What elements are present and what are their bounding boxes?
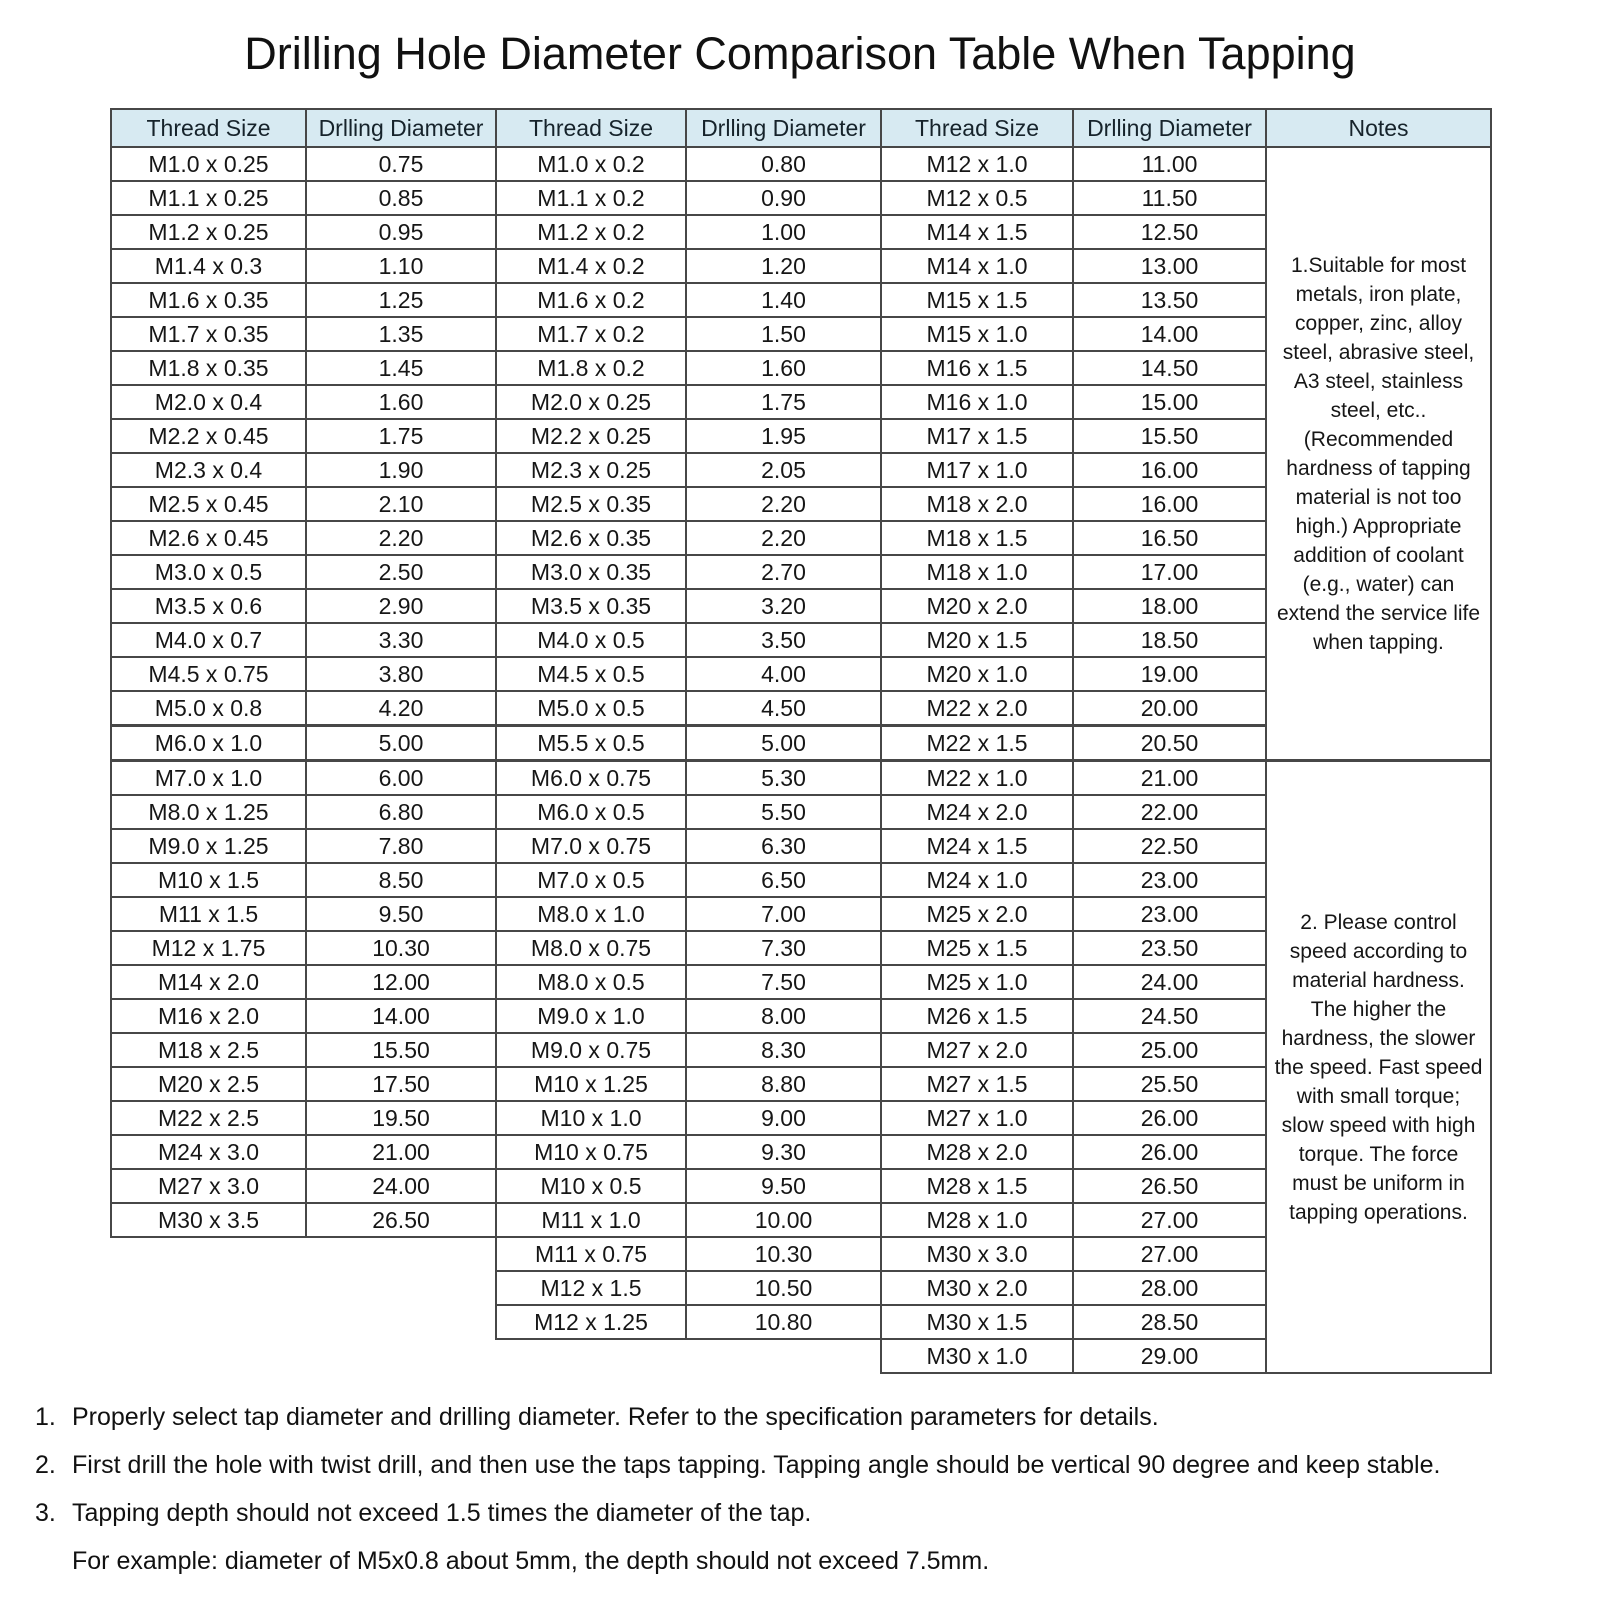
thread-size-cell: M12 x 0.5 (881, 181, 1073, 215)
thread-size-cell: M25 x 1.0 (881, 965, 1073, 999)
drill-diameter-cell: 0.95 (306, 215, 496, 249)
thread-size-cell: M1.1 x 0.2 (496, 181, 686, 215)
footnote-line (35, 1498, 1600, 1528)
drill-diameter-cell: 15.50 (1073, 419, 1266, 453)
thread-size-cell: M1.7 x 0.2 (496, 317, 686, 351)
thread-size-cell: M16 x 1.5 (881, 351, 1073, 385)
table-row (111, 761, 1491, 796)
drill-diameter-cell: 27.00 (1073, 1203, 1266, 1237)
void-cell (111, 1339, 306, 1373)
thread-size-cell: M16 x 2.0 (111, 999, 306, 1033)
thread-size-cell: M7.0 x 1.0 (111, 761, 306, 796)
footnote-line (35, 1402, 1600, 1432)
footnote-text: Tapping depth should not exceed 1.5 times the diameter of the tap. (72, 1499, 812, 1527)
thread-size-cell: M8.0 x 1.25 (111, 795, 306, 829)
column-header: Notes (1266, 109, 1491, 147)
drill-diameter-cell: 1.75 (306, 419, 496, 453)
drill-diameter-cell: 2.90 (306, 589, 496, 623)
thread-size-cell: M14 x 1.0 (881, 249, 1073, 283)
drill-diameter-cell: 7.00 (686, 897, 881, 931)
footnotes (35, 1402, 1600, 1576)
drill-diameter-cell: 15.50 (306, 1033, 496, 1067)
drill-diameter-cell: 12.00 (306, 965, 496, 999)
thread-size-cell: M3.5 x 0.6 (111, 589, 306, 623)
drill-diameter-cell: 6.30 (686, 829, 881, 863)
thread-size-cell: M17 x 1.0 (881, 453, 1073, 487)
drill-diameter-cell: 17.00 (1073, 555, 1266, 589)
column-header: Thread Size (496, 109, 686, 147)
drill-diameter-cell: 5.00 (686, 726, 881, 761)
thread-size-cell: M17 x 1.5 (881, 419, 1073, 453)
drill-diameter-cell: 14.00 (1073, 317, 1266, 351)
thread-size-cell: M1.6 x 0.2 (496, 283, 686, 317)
drill-diameter-cell: 1.95 (686, 419, 881, 453)
thread-size-cell: M2.3 x 0.4 (111, 453, 306, 487)
void-cell (111, 1237, 306, 1271)
drill-diameter-cell: 0.85 (306, 181, 496, 215)
thread-size-cell: M1.1 x 0.25 (111, 181, 306, 215)
drill-diameter-cell: 25.50 (1073, 1067, 1266, 1101)
thread-size-cell: M22 x 2.5 (111, 1101, 306, 1135)
thread-size-cell: M5.0 x 0.8 (111, 691, 306, 726)
column-header: Thread Size (111, 109, 306, 147)
drill-diameter-cell: 10.30 (686, 1237, 881, 1271)
drill-diameter-cell: 1.35 (306, 317, 496, 351)
footnote-line (35, 1546, 1600, 1576)
thread-size-cell: M9.0 x 0.75 (496, 1033, 686, 1067)
thread-size-cell: M11 x 1.0 (496, 1203, 686, 1237)
column-header: Drlling Diameter (1073, 109, 1266, 147)
thread-size-cell: M28 x 1.0 (881, 1203, 1073, 1237)
drill-diameter-cell: 26.50 (1073, 1169, 1266, 1203)
void-cell (306, 1271, 496, 1305)
thread-size-cell: M2.3 x 0.25 (496, 453, 686, 487)
thread-size-cell: M11 x 1.5 (111, 897, 306, 931)
thread-size-cell: M5.0 x 0.5 (496, 691, 686, 726)
column-header: Drlling Diameter (686, 109, 881, 147)
drill-diameter-cell: 20.50 (1073, 726, 1266, 761)
thread-size-cell: M12 x 1.0 (881, 147, 1073, 181)
drill-diameter-cell: 7.50 (686, 965, 881, 999)
void-cell (306, 1237, 496, 1271)
thread-size-cell: M6.0 x 1.0 (111, 726, 306, 761)
void-cell (306, 1339, 496, 1373)
drill-diameter-cell: 23.00 (1073, 863, 1266, 897)
drill-diameter-cell: 19.50 (306, 1101, 496, 1135)
void-cell (496, 1339, 686, 1373)
void-cell (111, 1305, 306, 1339)
drill-diameter-cell: 1.90 (306, 453, 496, 487)
thread-size-cell: M10 x 1.25 (496, 1067, 686, 1101)
drill-diameter-cell: 0.75 (306, 147, 496, 181)
drill-diameter-cell: 8.30 (686, 1033, 881, 1067)
drill-diameter-cell: 10.50 (686, 1271, 881, 1305)
thread-size-cell: M7.0 x 0.5 (496, 863, 686, 897)
drill-diameter-cell: 9.00 (686, 1101, 881, 1135)
thread-size-cell: M18 x 1.0 (881, 555, 1073, 589)
thread-size-cell: M20 x 1.0 (881, 657, 1073, 691)
void-cell (686, 1339, 881, 1373)
drill-diameter-cell: 10.00 (686, 1203, 881, 1237)
footnote-number: 1. (35, 1403, 56, 1431)
column-header: Thread Size (881, 109, 1073, 147)
footnote-text: Properly select tap diameter and drilling diameter. Refer to the specification parameters for details. (72, 1403, 1159, 1431)
thread-size-cell: M12 x 1.75 (111, 931, 306, 965)
thread-size-cell: M1.2 x 0.2 (496, 215, 686, 249)
drill-diameter-cell: 1.50 (686, 317, 881, 351)
thread-size-cell: M2.5 x 0.45 (111, 487, 306, 521)
drill-diameter-cell: 28.50 (1073, 1305, 1266, 1339)
drill-diameter-cell: 19.00 (1073, 657, 1266, 691)
drill-diameter-cell: 23.00 (1073, 897, 1266, 931)
drill-diameter-cell: 23.50 (1073, 931, 1266, 965)
thread-size-cell: M18 x 2.5 (111, 1033, 306, 1067)
footnote-number: 2. (35, 1451, 56, 1479)
thread-size-cell: M10 x 1.0 (496, 1101, 686, 1135)
thread-size-cell: M22 x 1.5 (881, 726, 1073, 761)
thread-size-cell: M8.0 x 0.5 (496, 965, 686, 999)
drill-diameter-cell: 7.30 (686, 931, 881, 965)
drill-diameter-cell: 6.00 (306, 761, 496, 796)
drill-diameter-cell: 5.50 (686, 795, 881, 829)
footnote-number (35, 1546, 72, 1576)
drill-diameter-cell: 2.20 (306, 521, 496, 555)
thread-size-cell: M24 x 1.5 (881, 829, 1073, 863)
thread-size-cell: M3.5 x 0.35 (496, 589, 686, 623)
drill-diameter-cell: 4.20 (306, 691, 496, 726)
thread-size-cell: M1.0 x 0.25 (111, 147, 306, 181)
thread-size-cell: M11 x 0.75 (496, 1237, 686, 1271)
drill-diameter-cell: 9.50 (306, 897, 496, 931)
thread-size-cell: M3.0 x 0.5 (111, 555, 306, 589)
drill-diameter-cell: 28.00 (1073, 1271, 1266, 1305)
thread-size-cell: M25 x 2.0 (881, 897, 1073, 931)
footnote-text: For example: diameter of M5x0.8 about 5mm, the depth should not exceed 7.5mm. (72, 1547, 990, 1575)
thread-size-cell: M15 x 1.5 (881, 283, 1073, 317)
page-title: Drilling Hole Diameter Comparison Table When Tapping (244, 28, 1356, 79)
footnote-line (35, 1450, 1600, 1480)
thread-size-cell: M28 x 2.0 (881, 1135, 1073, 1169)
thread-size-cell: M24 x 2.0 (881, 795, 1073, 829)
thread-size-cell: M4.0 x 0.7 (111, 623, 306, 657)
thread-size-cell: M4.5 x 0.5 (496, 657, 686, 691)
thread-size-cell: M27 x 2.0 (881, 1033, 1073, 1067)
drill-diameter-cell: 24.00 (306, 1169, 496, 1203)
drill-diameter-cell: 3.50 (686, 623, 881, 657)
thread-size-cell: M26 x 1.5 (881, 999, 1073, 1033)
drill-diameter-cell: 1.45 (306, 351, 496, 385)
thread-size-cell: M10 x 0.75 (496, 1135, 686, 1169)
drill-diameter-cell: 29.00 (1073, 1339, 1266, 1373)
thread-size-cell: M7.0 x 0.75 (496, 829, 686, 863)
drill-diameter-cell: 16.50 (1073, 521, 1266, 555)
thread-size-cell: M1.8 x 0.2 (496, 351, 686, 385)
drill-diameter-cell: 0.90 (686, 181, 881, 215)
thread-size-cell: M15 x 1.0 (881, 317, 1073, 351)
thread-size-cell: M2.0 x 0.4 (111, 385, 306, 419)
drill-diameter-cell: 2.20 (686, 521, 881, 555)
drill-diameter-cell: 7.80 (306, 829, 496, 863)
drill-diameter-cell: 14.00 (306, 999, 496, 1033)
thread-size-cell: M2.6 x 0.45 (111, 521, 306, 555)
thread-size-cell: M14 x 2.0 (111, 965, 306, 999)
drill-diameter-cell: 8.50 (306, 863, 496, 897)
drill-diameter-cell: 17.50 (306, 1067, 496, 1101)
drill-diameter-cell: 2.20 (686, 487, 881, 521)
thread-size-cell: M1.6 x 0.35 (111, 283, 306, 317)
footnote-number: 3. (35, 1499, 56, 1527)
thread-size-cell: M27 x 1.5 (881, 1067, 1073, 1101)
thread-size-cell: M25 x 1.5 (881, 931, 1073, 965)
drill-diameter-cell: 1.20 (686, 249, 881, 283)
drill-diameter-cell: 5.00 (306, 726, 496, 761)
thread-size-cell: M20 x 2.5 (111, 1067, 306, 1101)
drill-diameter-cell: 13.50 (1073, 283, 1266, 317)
drill-diameter-cell: 24.00 (1073, 965, 1266, 999)
drill-diameter-cell: 5.30 (686, 761, 881, 796)
drill-diameter-cell: 1.60 (306, 385, 496, 419)
thread-size-cell: M30 x 1.5 (881, 1305, 1073, 1339)
thread-size-cell: M4.0 x 0.5 (496, 623, 686, 657)
thread-size-cell: M1.4 x 0.2 (496, 249, 686, 283)
column-header: Drlling Diameter (306, 109, 496, 147)
drill-diameter-cell: 10.80 (686, 1305, 881, 1339)
thread-size-cell: M1.4 x 0.3 (111, 249, 306, 283)
drill-diameter-cell: 3.30 (306, 623, 496, 657)
drill-diameter-cell: 1.10 (306, 249, 496, 283)
thread-size-cell: M6.0 x 0.5 (496, 795, 686, 829)
notes-cell: 1.Suitable for most metals, iron plate, copper, zinc, alloy steel, abrasive steel, A3 steel, stainless steel, etc..(Recommended hardness of tapping material is not too high.) Appropriate addition of coolant (e.g., water) can extend the service life when tapping. (1266, 147, 1491, 761)
thread-size-cell: M22 x 1.0 (881, 761, 1073, 796)
drill-diameter-cell: 21.00 (1073, 761, 1266, 796)
drill-diameter-cell: 20.00 (1073, 691, 1266, 726)
drill-diameter-cell: 2.10 (306, 487, 496, 521)
thread-size-cell: M24 x 1.0 (881, 863, 1073, 897)
thread-size-cell: M16 x 1.0 (881, 385, 1073, 419)
thread-size-cell: M10 x 1.5 (111, 863, 306, 897)
thread-size-cell: M2.0 x 0.25 (496, 385, 686, 419)
thread-size-cell: M3.0 x 0.35 (496, 555, 686, 589)
drill-diameter-cell: 14.50 (1073, 351, 1266, 385)
drill-diameter-cell: 4.50 (686, 691, 881, 726)
void-cell (111, 1271, 306, 1305)
thread-size-cell: M27 x 1.0 (881, 1101, 1073, 1135)
thread-size-cell: M5.5 x 0.5 (496, 726, 686, 761)
thread-size-cell: M14 x 1.5 (881, 215, 1073, 249)
drill-diameter-cell: 22.50 (1073, 829, 1266, 863)
drill-diameter-cell: 11.50 (1073, 181, 1266, 215)
drill-diameter-cell: 25.00 (1073, 1033, 1266, 1067)
drill-diameter-cell: 26.50 (306, 1203, 496, 1237)
drill-diameter-cell: 26.00 (1073, 1101, 1266, 1135)
drill-diameter-cell: 27.00 (1073, 1237, 1266, 1271)
thread-size-cell: M9.0 x 1.25 (111, 829, 306, 863)
drill-diameter-cell: 3.80 (306, 657, 496, 691)
drill-diameter-cell: 10.30 (306, 931, 496, 965)
drill-diameter-cell: 3.20 (686, 589, 881, 623)
drill-diameter-cell: 1.75 (686, 385, 881, 419)
drill-diameter-cell: 16.00 (1073, 487, 1266, 521)
thread-size-cell: M8.0 x 0.75 (496, 931, 686, 965)
drill-diameter-cell: 9.50 (686, 1169, 881, 1203)
drill-diameter-cell: 8.00 (686, 999, 881, 1033)
drill-diameter-cell: 1.60 (686, 351, 881, 385)
drill-diameter-cell: 2.70 (686, 555, 881, 589)
thread-size-cell: M2.2 x 0.25 (496, 419, 686, 453)
drill-diameter-cell: 11.00 (1073, 147, 1266, 181)
thread-size-cell: M1.8 x 0.35 (111, 351, 306, 385)
drill-diameter-cell: 6.50 (686, 863, 881, 897)
header-row (111, 109, 1491, 147)
drill-diameter-cell: 18.00 (1073, 589, 1266, 623)
drill-diameter-cell: 1.25 (306, 283, 496, 317)
drill-diameter-cell: 2.05 (686, 453, 881, 487)
thread-size-cell: M2.5 x 0.35 (496, 487, 686, 521)
table-body (111, 147, 1491, 1373)
thread-size-cell: M2.6 x 0.35 (496, 521, 686, 555)
thread-size-cell: M10 x 0.5 (496, 1169, 686, 1203)
thread-size-cell: M30 x 2.0 (881, 1271, 1073, 1305)
drill-diameter-cell: 18.50 (1073, 623, 1266, 657)
drill-diameter-cell: 1.40 (686, 283, 881, 317)
drill-diameter-cell: 13.00 (1073, 249, 1266, 283)
drill-diameter-cell: 22.00 (1073, 795, 1266, 829)
thread-size-cell: M20 x 1.5 (881, 623, 1073, 657)
thread-size-cell: M12 x 1.5 (496, 1271, 686, 1305)
table-row (111, 147, 1491, 181)
drill-diameter-cell: 8.80 (686, 1067, 881, 1101)
thread-size-cell: M22 x 2.0 (881, 691, 1073, 726)
drill-diameter-cell: 0.80 (686, 147, 881, 181)
thread-size-cell: M1.7 x 0.35 (111, 317, 306, 351)
thread-size-cell: M18 x 1.5 (881, 521, 1073, 555)
thread-size-cell: M30 x 1.0 (881, 1339, 1073, 1373)
thread-size-cell: M28 x 1.5 (881, 1169, 1073, 1203)
thread-size-cell: M6.0 x 0.75 (496, 761, 686, 796)
tapping-table (110, 108, 1492, 1374)
drill-diameter-cell: 26.00 (1073, 1135, 1266, 1169)
footnote-text: First drill the hole with twist drill, and then use the taps tapping. Tapping angle should be vertical 90 degree and keep stable. (72, 1451, 1441, 1479)
drill-diameter-cell: 15.00 (1073, 385, 1266, 419)
thread-size-cell: M2.2 x 0.45 (111, 419, 306, 453)
thread-size-cell: M9.0 x 1.0 (496, 999, 686, 1033)
thread-size-cell: M30 x 3.5 (111, 1203, 306, 1237)
drill-diameter-cell: 6.80 (306, 795, 496, 829)
drill-diameter-cell: 24.50 (1073, 999, 1266, 1033)
thread-size-cell: M4.5 x 0.75 (111, 657, 306, 691)
thread-size-cell: M1.2 x 0.25 (111, 215, 306, 249)
void-cell (306, 1305, 496, 1339)
drill-diameter-cell: 12.50 (1073, 215, 1266, 249)
thread-size-cell: M1.0 x 0.2 (496, 147, 686, 181)
drill-diameter-cell: 2.50 (306, 555, 496, 589)
drill-diameter-cell: 16.00 (1073, 453, 1266, 487)
thread-size-cell: M24 x 3.0 (111, 1135, 306, 1169)
thread-size-cell: M18 x 2.0 (881, 487, 1073, 521)
drill-diameter-cell: 4.00 (686, 657, 881, 691)
thread-size-cell: M12 x 1.25 (496, 1305, 686, 1339)
thread-size-cell: M30 x 3.0 (881, 1237, 1073, 1271)
drill-diameter-cell: 21.00 (306, 1135, 496, 1169)
notes-cell: 2. Please control speed according to material hardness. The higher the hardness, the slower the speed. Fast speed with small torque; slow speed with high torque. The force must be uniform in tapping operations. (1266, 761, 1491, 1374)
thread-size-cell: M27 x 3.0 (111, 1169, 306, 1203)
drill-diameter-cell: 1.00 (686, 215, 881, 249)
thread-size-cell: M8.0 x 1.0 (496, 897, 686, 931)
thread-size-cell: M20 x 2.0 (881, 589, 1073, 623)
drill-diameter-cell: 9.30 (686, 1135, 881, 1169)
